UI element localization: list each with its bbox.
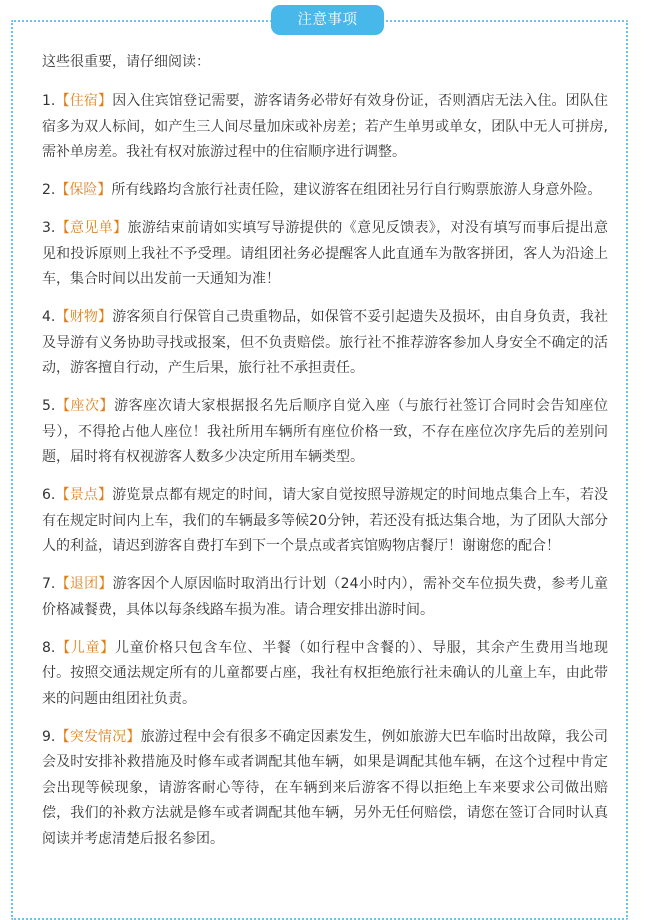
notice-content <box>42 50 608 865</box>
item-text: 儿童价格只包含车位、半餐（如行程中含餐的）、导服，其余产生费用当地现付。按照交通法规定所有的儿童都要占座，我社有权拒绝旅行社未确认的儿童上车，由此带来的问题由组团社负责。 <box>42 639 609 707</box>
item-number: 7. <box>42 576 56 592</box>
notice-item-seating <box>42 394 608 471</box>
notice-title: 注意事项 <box>271 5 384 35</box>
notice-item-belongings <box>42 305 608 382</box>
notice-item-feedback <box>42 216 608 293</box>
item-text: 旅游结束前请如实填写导游提供的《意见反馈表》，对没有填写而事后提出意见和投诉原则上我社不予受理。请组团社务必提醒客人此直通车为散客拼团，客人为沿途上车，集合时间以出发前一天通知为准！ <box>42 220 609 287</box>
notice-item-children <box>42 636 608 713</box>
item-number: 3. <box>42 220 56 236</box>
item-number: 2. <box>42 182 56 198</box>
item-tag: 【意见单】 <box>55 220 128 236</box>
intro-text: 这些很重要，请仔细阅读： <box>42 54 210 70</box>
item-tag: 【儿童】 <box>55 639 115 656</box>
item-text: 游览景点都有规定的时间，请大家自觉按照导游规定的时间地点集合上车，若没有在规定时间内上车，我们的车辆最多等候20分钟，若还没有抵达集合地，为了团队大部分人的利益，请迟到游客自费打车到下一个景点或者宾馆购物店餐厅！谢谢您的配合！ <box>42 487 609 554</box>
item-text: 所有线路均含旅行社责任险，建议游客在组团社另行自行购票旅游人身意外险。 <box>111 182 602 198</box>
notice-item-lodging <box>42 89 608 166</box>
notice-item-emergencies <box>42 725 608 853</box>
item-number: 8. <box>42 639 56 656</box>
notice-item-attractions <box>42 483 608 560</box>
item-tag: 【退团】 <box>55 576 113 592</box>
item-text: 游客座次请大家根据报名先后顺序自觉入座（与旅行社签订合同时会告知座位号），不得抢占他人座位！我社所用车辆所有座位价格一致，不存在座位次序先后的差别问题，届时将有权视游客人数多少决定所用车辆类型。 <box>42 398 609 465</box>
item-number: 1. <box>42 93 56 109</box>
item-number: 4. <box>42 309 56 325</box>
item-tag: 【保险】 <box>55 182 112 198</box>
item-text: 因入住宾馆登记需要，游客请务必带好有效身份证，否则酒店无法入住。团队住宿多为双人标间，如产生三人间尽量加床或补房差；若产生单男或单女，团队中无人可拼房,需补单房差。我社有权对旅游过程中的住宿顺序进行调整。 <box>42 93 609 160</box>
item-tag: 【突发情况】 <box>55 728 141 745</box>
notice-item-insurance <box>42 178 608 204</box>
item-tag: 【财物】 <box>55 309 113 325</box>
item-text: 旅游过程中会有很多不确定因素发生，例如旅游大巴车临时出故障，我公司会及时安排补救措施及时修车或者调配其他车辆，如果是调配其他车辆，在这个过程中肯定会出现等候现象，请游客耐心等待，在车辆到来后游客不得以拒绝上车来要求公司做出赔偿，我们的补救方法就是修车或者调配其他车辆，另外无任何赔偿，请您在签订合同时认真阅读并考虑清楚后报名参团。 <box>42 728 609 847</box>
notice-item-cancellation <box>42 572 608 623</box>
item-number: 6. <box>42 487 56 503</box>
item-text: 游客因个人原因临时取消出行计划（24小时内），需补交车位损失费，参考儿童价格减餐费，具体以每条线路车损为准。请合理安排出游时间。 <box>42 576 609 618</box>
item-tag: 【座次】 <box>55 398 115 414</box>
item-tag: 【景点】 <box>55 487 113 503</box>
item-number: 5. <box>42 398 56 414</box>
item-text: 游客须自行保管自己贵重物品，如保管不妥引起遗失及损坏，由自身负责，我社及导游有义务协助寻找或报案，但不负责赔偿。旅行社不推荐游客参加人身安全不确定的活动，游客擅自行动，产生后果，旅行社不承担责任。 <box>42 309 609 376</box>
item-number: 9. <box>42 728 56 745</box>
item-tag: 【住宿】 <box>55 93 113 109</box>
